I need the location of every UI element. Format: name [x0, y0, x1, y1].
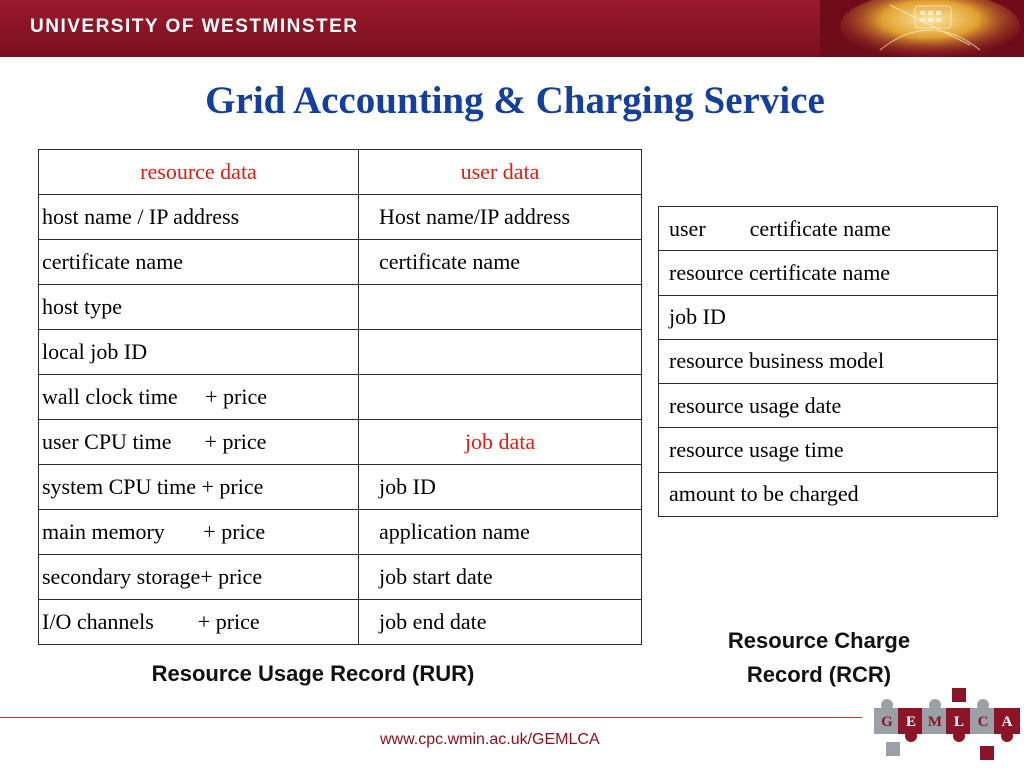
table-row	[659, 339, 998, 383]
table-cell: I/O channels + price	[39, 600, 359, 645]
table-cell	[359, 285, 642, 330]
rcr-caption-line: Record (RCR)	[746, 662, 892, 687]
table-cell: resource certificate name	[659, 251, 998, 295]
table-cell: system CPU time + price	[39, 465, 359, 510]
logo-letter: A	[1001, 714, 1013, 730]
table-row	[659, 428, 998, 472]
table-cell: application name	[359, 510, 642, 555]
table-row	[39, 240, 642, 285]
table-cell: host type	[39, 285, 359, 330]
rur-caption: Resource Usage Record (RUR)	[151, 661, 475, 686]
table-row	[39, 150, 642, 195]
university-header-banner	[0, 0, 1024, 57]
logo-letter: G	[881, 714, 893, 730]
table-row	[39, 465, 642, 510]
rcr-caption-line: Resource Charge	[727, 628, 911, 653]
table-cell: job ID	[359, 465, 642, 510]
table-cell: resource business model	[659, 339, 998, 383]
table-row	[39, 330, 642, 375]
table-row	[39, 510, 642, 555]
table-header-cell: user data	[359, 150, 642, 195]
table-cell: wall clock time + price	[39, 375, 359, 420]
table-cell: certificate name	[359, 240, 642, 285]
table-row	[39, 375, 642, 420]
table-cell: job ID	[659, 295, 998, 339]
university-name: UNIVERSITY OF WESTMINSTER	[30, 16, 359, 37]
table-cell	[359, 375, 642, 420]
table-row	[659, 251, 998, 295]
footer-divider	[0, 717, 862, 718]
resource-charge-record-table	[658, 206, 998, 517]
header-decorative-image	[820, 0, 1024, 57]
table-cell: certificate name	[39, 240, 359, 285]
table-row	[39, 555, 642, 600]
table-row	[659, 295, 998, 339]
logo-letter: M	[927, 714, 943, 730]
logo-letter: E	[905, 714, 917, 730]
table-row	[39, 600, 642, 645]
table-cell: job start date	[359, 555, 642, 600]
table-cell	[359, 330, 642, 375]
page-title: Grid Accounting & Charging Service	[205, 79, 825, 122]
table-cell: main memory + price	[39, 510, 359, 555]
rcr-caption	[680, 624, 958, 692]
table-row	[659, 384, 998, 428]
table-cell: user certificate name	[659, 207, 998, 251]
table-row	[659, 472, 998, 516]
job-data-section-header: job data	[359, 420, 642, 465]
table-row	[659, 207, 998, 251]
table-row	[39, 195, 642, 240]
table-row	[39, 420, 642, 465]
resource-usage-record-table	[38, 149, 642, 645]
footer-url-link[interactable]: www.cpc.wmin.ac.uk/GEMLCA	[380, 731, 600, 748]
table-cell: user CPU time + price	[39, 420, 359, 465]
table-row	[39, 285, 642, 330]
table-header-cell: resource data	[39, 150, 359, 195]
table-cell: resource usage time	[659, 428, 998, 472]
table-cell: local job ID	[39, 330, 359, 375]
table-cell: Host name/IP address	[359, 195, 642, 240]
table-cell: job end date	[359, 600, 642, 645]
table-cell: host name / IP address	[39, 195, 359, 240]
table-cell: amount to be charged	[659, 472, 998, 516]
logo-letter: L	[953, 714, 965, 730]
logo-letter: C	[977, 714, 989, 730]
gemlca-puzzle-logo	[868, 686, 1024, 768]
table-cell: resource usage date	[659, 384, 998, 428]
table-cell: secondary storage+ price	[39, 555, 359, 600]
